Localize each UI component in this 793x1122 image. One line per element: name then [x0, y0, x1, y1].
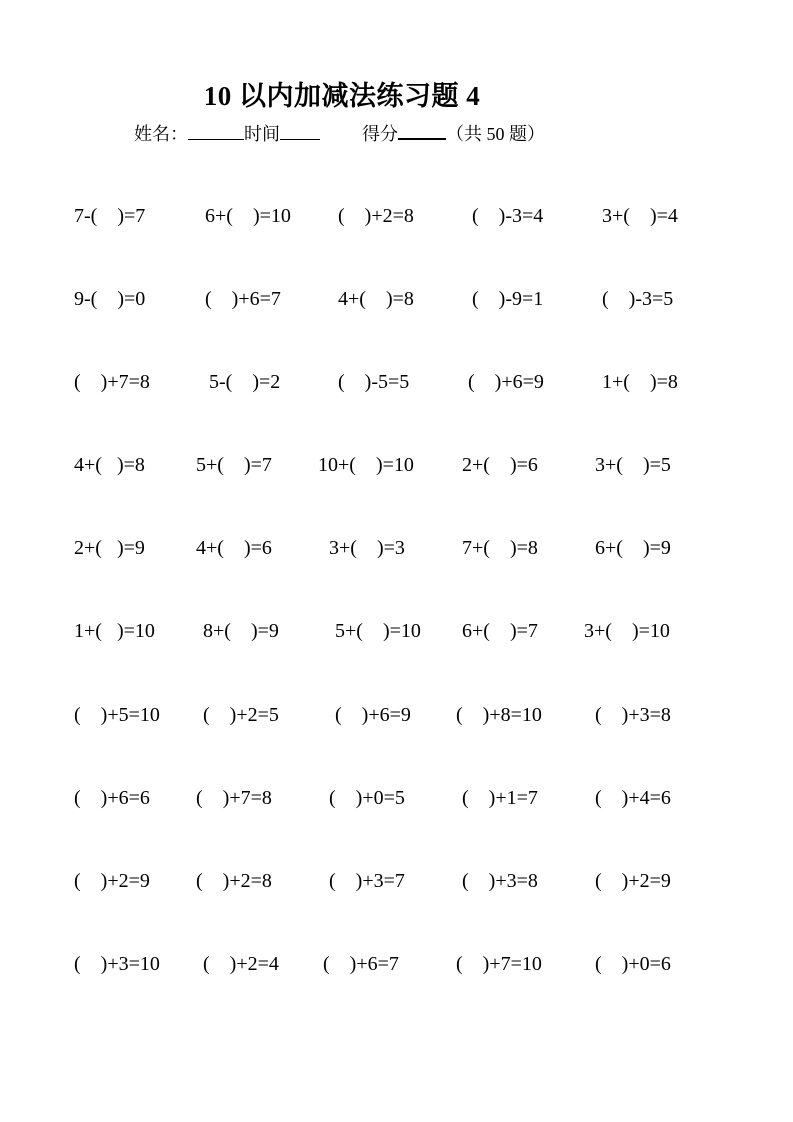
exercise-item: 4+( )=6 — [196, 537, 272, 559]
name-label: 姓名： — [134, 124, 188, 144]
exercise-item: 6+( )=9 — [595, 537, 671, 559]
exercise-item: ( )+6=6 — [74, 787, 150, 809]
exercise-item: ( )+3=10 — [74, 953, 160, 975]
exercise-item: 6+( )=10 — [205, 205, 291, 227]
exercise-item: ( )-5=5 — [338, 371, 410, 393]
exercise-item: 6+( )=7 — [462, 620, 538, 642]
exercise-item: ( )+0=6 — [595, 953, 671, 975]
exercise-item: ( )+5=10 — [74, 704, 160, 726]
exercise-item: 7-( )=7 — [74, 205, 146, 227]
exercise-item: 4+( )=8 — [74, 454, 145, 476]
exercise-item: ( )+6=9 — [468, 371, 544, 393]
exercise-item: ( )-9=1 — [472, 288, 544, 310]
exercise-item: 3+( )=10 — [584, 620, 670, 642]
exercise-item: ( )+2=9 — [595, 870, 671, 892]
exercise-item: 1+( )=10 — [74, 620, 155, 642]
exercise-item: ( )+3=8 — [595, 704, 671, 726]
exercise-item: ( )+6=7 — [323, 953, 399, 975]
exercise-item: 7+( )=8 — [462, 537, 538, 559]
exercise-item: 4+( )=8 — [338, 288, 414, 310]
exercise-item: ( )+2=8 — [338, 205, 414, 227]
exercise-item: ( )+3=8 — [462, 870, 538, 892]
exercise-item: ( )+6=9 — [335, 704, 411, 726]
exercise-item: ( )+2=5 — [203, 704, 279, 726]
exercise-item: ( )+7=10 — [456, 953, 542, 975]
exercise-item: ( )-3=5 — [602, 288, 674, 310]
exercise-item: ( )+3=7 — [329, 870, 405, 892]
exercise-item: 2+( )=9 — [74, 537, 145, 559]
exercise-item: 9-( )=0 — [74, 288, 146, 310]
time-label: 时间 — [244, 124, 280, 144]
exercise-item: 5+( )=7 — [196, 454, 272, 476]
exercise-item: 2+( )=6 — [462, 454, 538, 476]
exercise-item: ( )+2=8 — [196, 870, 272, 892]
exercise-item: 10+( )=10 — [318, 454, 414, 476]
exercise-item: ( )+1=7 — [462, 787, 538, 809]
exercise-item: 3+( )=5 — [595, 454, 671, 476]
exercise-item: 1+( )=8 — [602, 371, 678, 393]
exercise-item: 5-( )=2 — [209, 371, 281, 393]
exercise-item: ( )+7=8 — [196, 787, 272, 809]
exercise-item: ( )+4=6 — [595, 787, 671, 809]
exercise-item: ( )+2=9 — [74, 870, 150, 892]
exercise-item: ( )+6=7 — [205, 288, 281, 310]
exercise-item: ( )-3=4 — [472, 205, 544, 227]
exercise-item: 3+( )=3 — [329, 537, 405, 559]
exercise-item: ( )+0=5 — [329, 787, 405, 809]
exercise-item: ( )+2=4 — [203, 953, 279, 975]
exercise-item: 5+( )=10 — [335, 620, 421, 642]
score-label: 得分 — [362, 124, 398, 144]
total-note: （共 50 题） — [446, 124, 545, 144]
page-title: 10 以内加减法练习题 4 — [203, 81, 481, 111]
exercise-item: 8+( )=9 — [203, 620, 279, 642]
exercise-item: ( )+7=8 — [74, 371, 150, 393]
exercise-item: ( )+8=10 — [456, 704, 542, 726]
exercise-item: 3+( )=4 — [602, 205, 678, 227]
